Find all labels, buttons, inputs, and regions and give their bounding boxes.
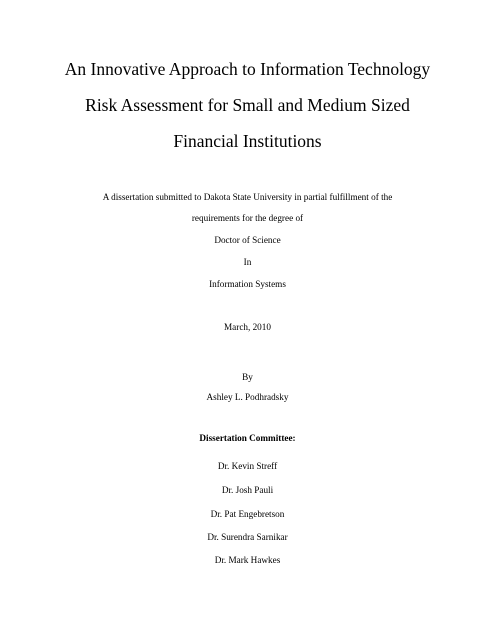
degree-field: Information Systems — [209, 279, 286, 289]
degree-name: Doctor of Science — [214, 235, 281, 245]
committee-member: Dr. Surendra Sarnikar — [207, 532, 288, 542]
committee-heading: Dissertation Committee: — [199, 433, 296, 443]
title-line-2: Risk Assessment for Small and Medium Sized — [85, 95, 410, 115]
committee-member: Dr. Pat Engebretson — [210, 509, 285, 519]
submission-line-2: requirements for the degree of — [191, 213, 304, 223]
title-line-3: Financial Institutions — [173, 131, 322, 151]
committee-member: Dr. Kevin Streff — [217, 461, 278, 471]
by-label: By — [242, 372, 253, 382]
submission-line-1: A dissertation submitted to Dakota State University in partial fulfillment of the — [102, 192, 393, 202]
author-name: Ashley L. Podhradsky — [206, 392, 289, 402]
title-line-1: An Innovative Approach to Information Technology — [64, 59, 431, 79]
committee-member: Dr. Mark Hawkes — [214, 555, 281, 565]
degree-in: In — [243, 257, 252, 267]
committee-member: Dr. Josh Pauli — [221, 485, 274, 495]
submission-date: March, 2010 — [224, 322, 271, 332]
